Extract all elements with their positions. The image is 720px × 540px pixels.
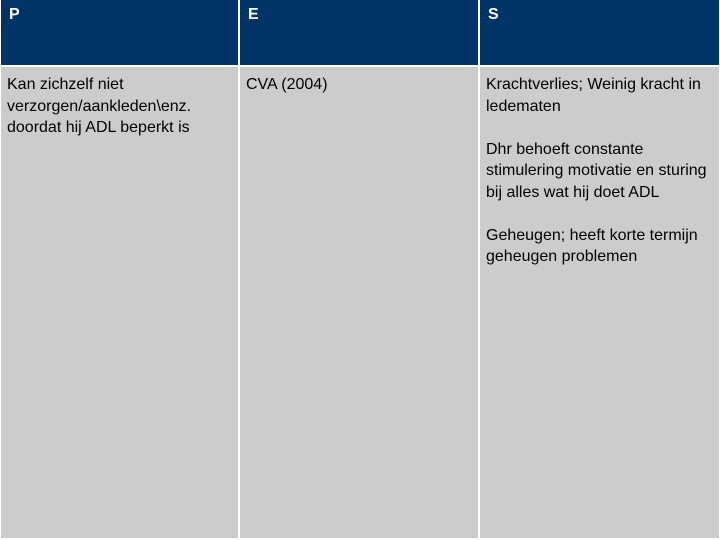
cell-p [0,67,240,540]
cell-s [480,67,720,540]
cell-e-text: CVA (2004) [246,76,328,93]
cell-s-text-3: Geheugen; heeft korte termijn geheugen problemen [486,226,698,265]
header-s: S [480,0,720,67]
cell-s-text-1: Krachtverlies; Weinig kracht in ledematen [486,76,701,115]
header-e: E [240,0,480,67]
cell-s-text-2: Dhr behoeft constante stimulering motivatie en sturing bij alles wat hij doet ADL [486,140,707,201]
header-p: P [0,0,240,67]
cell-e [240,67,480,540]
cell-p-text: Kan zichzelf niet verzorgen/aankleden\enz. doordat hij ADL beperkt is [7,76,192,136]
